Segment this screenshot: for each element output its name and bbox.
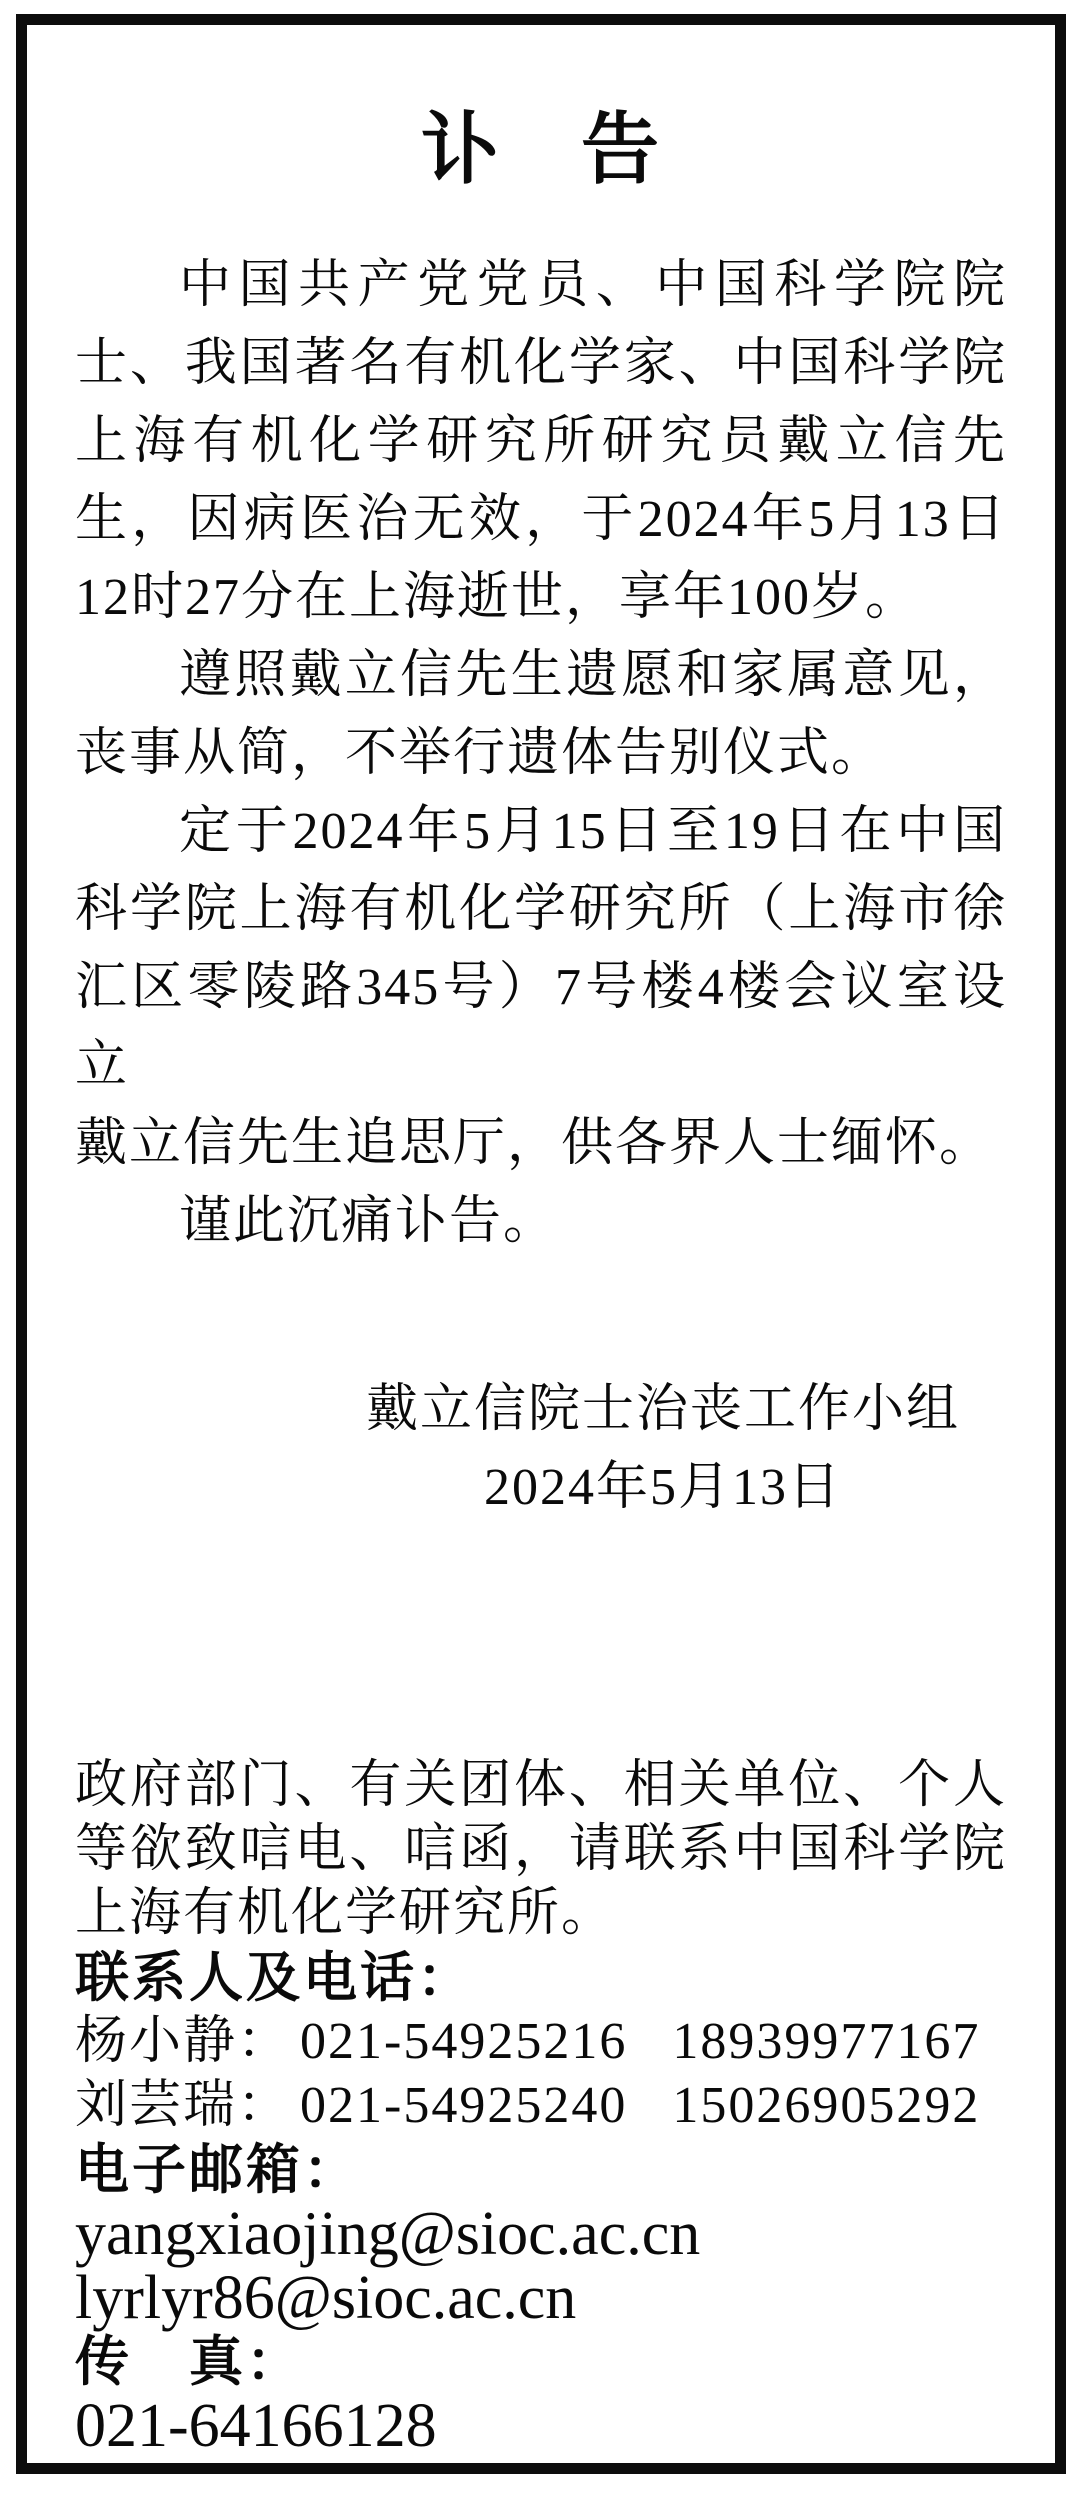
contact-office-number: 021-54925240 xyxy=(300,2077,628,2134)
border-frame xyxy=(16,14,1066,2474)
page-title: 讣 告 xyxy=(420,105,661,193)
email-address: yangxiaojing@sioc.ac.cn xyxy=(75,2200,701,2268)
contact-block xyxy=(75,1754,1007,2458)
contact-mobile-number: 18939977167 xyxy=(672,2013,981,2070)
contact-person-name: 杨小静： xyxy=(75,2013,292,2070)
body-line: 丧事从简，不举行遗体告别仪式。 xyxy=(75,725,886,782)
obituary-body xyxy=(75,247,1007,1261)
contact-person-name: 刘芸瑞： xyxy=(75,2077,292,2134)
body-line: 遵照戴立信先生遗愿和家属意见， xyxy=(179,647,1007,704)
fax-label: 传 真： xyxy=(75,2332,303,2392)
phone-label: 联系人及电话： xyxy=(75,1948,474,2008)
body-line: 科学院上海有机化学研究所（上海市徐 xyxy=(75,881,1007,938)
body-line: 谨此沉痛讣告。 xyxy=(179,1193,558,1250)
body-line: 12时27分在上海逝世，享年100岁。 xyxy=(75,569,920,626)
phone-row xyxy=(75,2074,1007,2138)
body-line: 士、我国著名有机化学家、中国科学院 xyxy=(75,335,1007,392)
phone-row xyxy=(75,2010,1007,2074)
body-line: 上海有机化学研究所研究员戴立信先 xyxy=(75,413,1007,470)
fax-number: 021-64166128 xyxy=(75,2392,437,2460)
contact-mobile-number: 15026905292 xyxy=(672,2077,981,2134)
contact-intro-line: 上海有机化学研究所。 xyxy=(75,1885,616,1942)
contact-office-number: 021-54925216 xyxy=(300,2013,628,2070)
contact-intro-line: 政府部门、有关团体、相关单位、个人 xyxy=(75,1757,1007,1814)
contact-intro-line: 等欲致唁电、唁函，请联系中国科学院 xyxy=(75,1821,1007,1878)
body-line: 生，因病医治无效，于2024年5月13日 xyxy=(75,491,1007,548)
body-line: 汇区零陵路345号）7号楼4楼会议室设立 xyxy=(75,959,1007,1094)
email-address: lyrlyr86@sioc.ac.cn xyxy=(75,2264,577,2332)
signature-date: 2024年5月13日 xyxy=(483,1459,842,1516)
email-label: 电子邮箱： xyxy=(75,2140,360,2200)
body-line: 定于2024年5月15日至19日在中国 xyxy=(179,803,1007,860)
body-line: 中国共产党党员、中国科学院院 xyxy=(179,257,1007,314)
body-line: 戴立信先生追思厅，供各界人士缅怀。 xyxy=(75,1115,994,1172)
signature-group: 戴立信院士治丧工作小组 xyxy=(365,1381,960,1438)
signature-block xyxy=(319,1371,1007,1527)
